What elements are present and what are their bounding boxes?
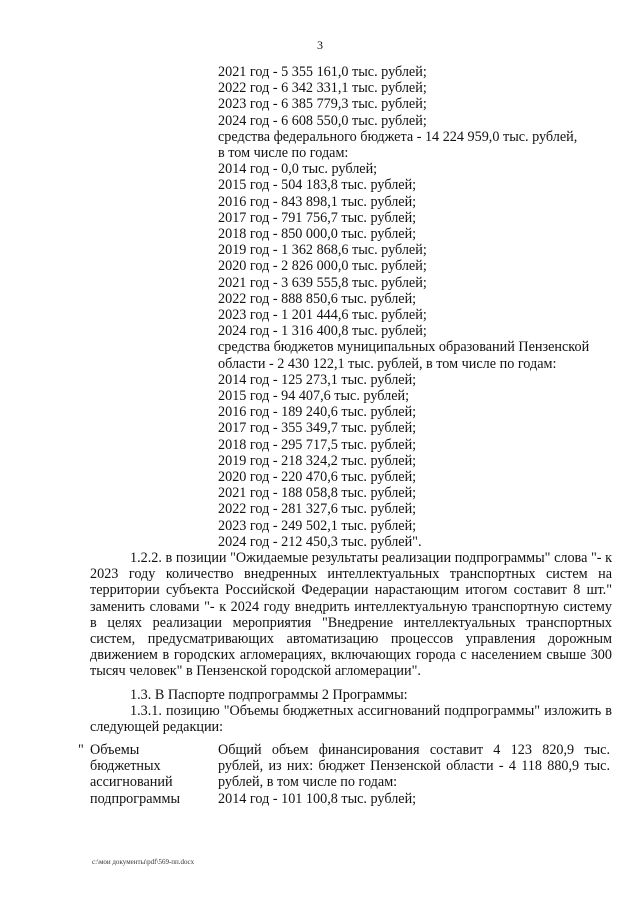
file-path-footer: c:\мои документы\pdf\569-пп.docx (92, 858, 195, 866)
budget-line: 2021 год - 188 058,8 тыс. рублей; (218, 485, 417, 502)
budget-line: 2021 год - 3 639 555,8 тыс. рублей; (218, 274, 427, 291)
budget-line: 2023 год - 1 201 444,6 тыс. рублей; (218, 307, 427, 324)
budget-line: 2017 год - 791 756,7 тыс. рублей; (218, 209, 417, 226)
budget-line: 2023 год - 249 502,1 тыс. рублей; (218, 517, 417, 534)
paragraph-1-3-1-text: 1.3.1. позицию "Объемы бюджетных ассигнований подпрограммы" изложить в следующей редакции: (90, 703, 612, 736)
budget-line: 2020 год - 220 470,6 тыс. рублей; (218, 469, 417, 486)
budget-line: средства федерального бюджета - 14 224 959,0 тыс. рублей, (218, 128, 578, 145)
table-value-cell (218, 742, 610, 807)
paragraph-1-3-1 (90, 703, 612, 735)
budget-line: 2018 год - 295 717,5 тыс. рублей; (218, 436, 417, 453)
open-quote: " (78, 742, 84, 758)
label-line: Объемы (90, 742, 140, 758)
paragraph-1-2-2 (90, 550, 612, 680)
budget-line: средства бюджетов муниципальных образований Пензенской (218, 339, 590, 356)
budget-line: 2018 год - 850 000,0 тыс. рублей; (218, 226, 417, 243)
page-number: 3 (317, 38, 323, 52)
budget-line: 2014 год - 0,0 тыс. рублей; (218, 161, 378, 178)
budget-line: 2024 год - 1 316 400,8 тыс. рублей; (218, 323, 427, 340)
budget-line: 2023 год - 6 385 779,3 тыс. рублей; (218, 96, 427, 113)
budget-line: 2024 год - 212 450,3 тыс. рублей". (218, 533, 422, 550)
table-label-cell (90, 742, 210, 807)
budget-line: области - 2 430 122,1 тыс. рублей, в том числе по годам: (218, 355, 557, 372)
paragraph-1-3 (90, 687, 612, 703)
budget-line: 2020 год - 2 826 000,0 тыс. рублей; (218, 258, 427, 275)
budget-lines-list (218, 64, 613, 550)
label-line: подпрограммы (90, 790, 180, 807)
budget-line: 2015 год - 94 407,6 тыс. рублей; (218, 388, 410, 405)
budget-line: 2021 год - 5 355 161,0 тыс. рублей; (218, 64, 427, 80)
table-value-text: Общий объем финансирования составит 4 123 820,9 тыс. рублей, из них: бюджет Пензенской области - 4 118 880,9 тыс. рублей, в том числе по годам: (218, 742, 610, 791)
budget-line: 2016 год - 189 240,6 тыс. рублей; (218, 404, 417, 421)
table-year-line: 2014 год - 101 100,8 тыс. рублей; (218, 790, 417, 807)
budget-line: 2015 год - 504 183,8 тыс. рублей; (218, 177, 417, 194)
budget-line: 2016 год - 843 898,1 тыс. рублей; (218, 193, 417, 210)
label-line: бюджетных (90, 758, 161, 775)
budget-line: 2022 год - 888 850,6 тыс. рублей; (218, 290, 417, 307)
label-line: ассигнований (90, 774, 173, 791)
budget-line: в том числе по годам: (218, 145, 349, 162)
paragraph-1-3-text: 1.3. В Паспорте подпрограммы 2 Программы: (130, 687, 408, 703)
paragraph-1-2-2-text: 1.2.2. в позиции "Ожидаемые результаты реализации подпрограммы" слова "- к 2023 году количество внедренных интеллектуальных транспортных систем на территории субъекта Российской Федерации нарастающим итогом составит 8 шт." заменить словами "- к 2024 году внедрить интеллектуальную транспортную систему в целях реализации мероприятия "Внедрение интеллектуальных транспортных систем, предусматривающих автоматизацию процессов управления дорожным движением в городских агломерациях, включающих города с населением свыше 300 тысяч человек" в Пензенской городской агломерации". (90, 550, 612, 680)
budget-line: 2022 год - 6 342 331,1 тыс. рублей; (218, 80, 427, 97)
budget-line: 2019 год - 1 362 868,6 тыс. рублей; (218, 242, 427, 259)
budget-line: 2022 год - 281 327,6 тыс. рублей; (218, 501, 417, 518)
budget-line: 2024 год - 6 608 550,0 тыс. рублей; (218, 112, 427, 129)
budget-line: 2019 год - 218 324,2 тыс. рублей; (218, 452, 417, 469)
budget-line: 2014 год - 125 273,1 тыс. рублей; (218, 371, 417, 388)
budget-line: 2017 год - 355 349,7 тыс. рублей; (218, 420, 417, 437)
